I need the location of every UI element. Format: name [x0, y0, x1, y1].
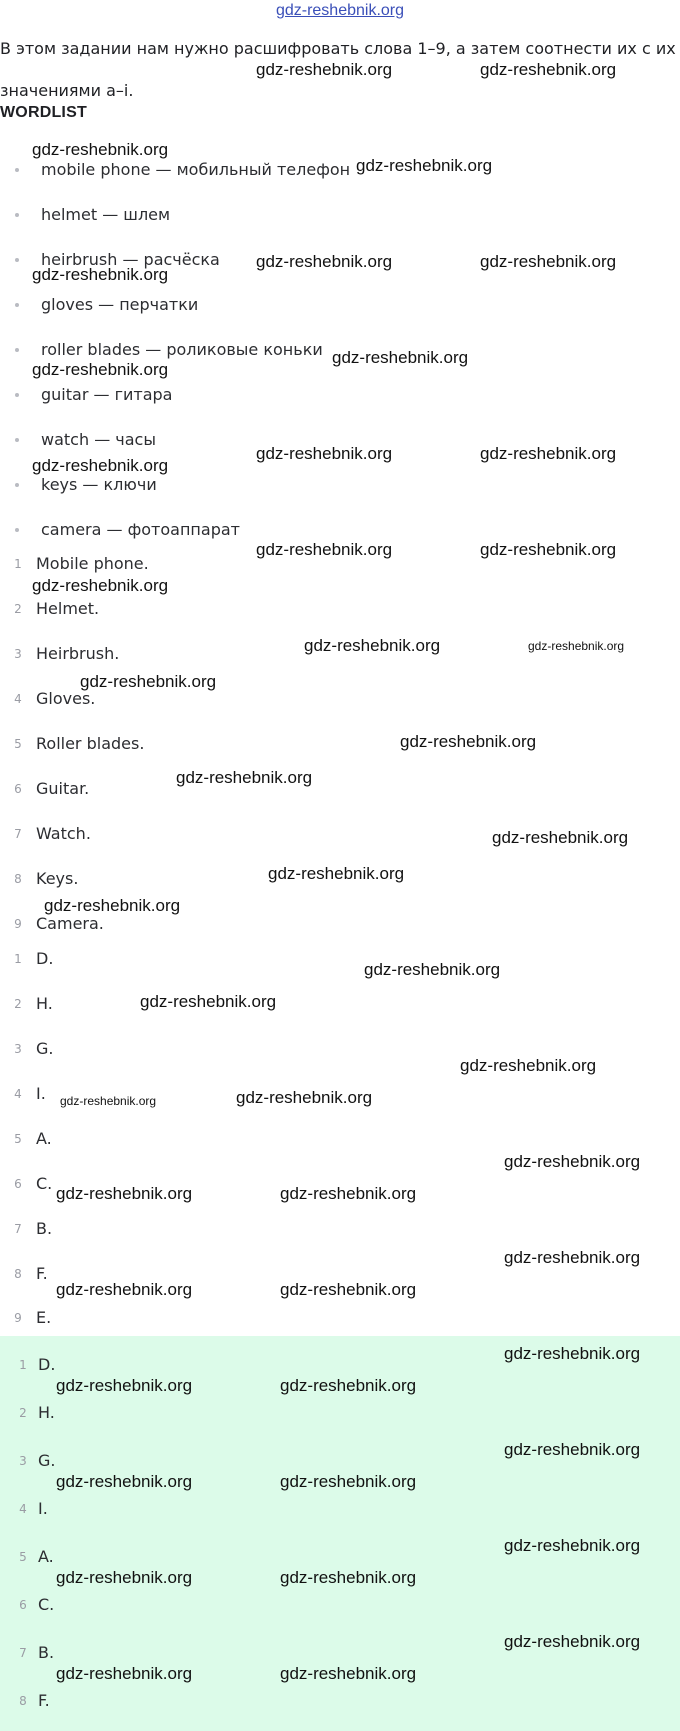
watermark: gdz-reshebnik.org: [504, 1152, 641, 1171]
list-item: gloves — перчатки: [0, 293, 680, 317]
watermark: gdz-reshebnik.org: [480, 540, 617, 559]
list-item: 3 G.: [14, 1039, 54, 1058]
list-item: 8 Keys.: [14, 869, 79, 888]
watermark: gdz-reshebnik.org: [492, 828, 629, 847]
watermark: gdz-reshebnik.org: [32, 140, 169, 159]
watermark: gdz-reshebnik.org: [56, 1664, 193, 1683]
list-item: 7 B.: [14, 1219, 53, 1238]
watermark: gdz-reshebnik.org: [60, 1094, 157, 1108]
bullet-icon: [15, 483, 19, 487]
watermark: gdz-reshebnik.org: [32, 360, 169, 379]
bullet-icon: [15, 348, 19, 352]
watermark: gdz-reshebnik.org: [280, 1280, 417, 1299]
list-item: 9 Camera.: [14, 914, 104, 933]
watermark: gdz-reshebnik.org: [56, 1184, 193, 1203]
site-link[interactable]: gdz-reshebnik.org: [275, 2, 405, 19]
watermark: gdz-reshebnik.org: [280, 1184, 417, 1203]
bullet-icon: [15, 393, 19, 397]
watermark: gdz-reshebnik.org: [256, 252, 393, 271]
list-item: 4 Gloves.: [14, 689, 96, 708]
list-item: 2 H.: [19, 1403, 55, 1422]
watermark: gdz-reshebnik.org: [256, 444, 393, 463]
watermark: gdz-reshebnik.org: [256, 540, 393, 559]
list-item: roller blades — роликовые коньки: [0, 338, 680, 362]
list-item: 4 I.: [14, 1084, 46, 1103]
list-item: guitar — гитара: [0, 383, 680, 407]
watermark: gdz-reshebnik.org: [504, 1248, 641, 1267]
list-item: 2 Helmet.: [14, 599, 100, 618]
watermark: gdz-reshebnik.org: [528, 639, 625, 653]
watermark: gdz-reshebnik.org: [44, 896, 181, 915]
list-item: 5 A.: [19, 1547, 54, 1566]
list-item: 7 Watch.: [14, 824, 91, 843]
wordlist-heading: WORDLIST: [0, 104, 87, 121]
watermark: gdz-reshebnik.org: [280, 1568, 417, 1587]
bullet-icon: [15, 438, 19, 442]
list-item: 4 I.: [19, 1499, 48, 1518]
bullet-icon: [15, 528, 19, 532]
watermark: gdz-reshebnik.org: [504, 1344, 641, 1363]
list-item: 8 F.: [14, 1264, 48, 1283]
watermark: gdz-reshebnik.org: [356, 156, 493, 175]
list-item: 7 B.: [19, 1643, 55, 1662]
bullet-icon: [15, 168, 19, 172]
watermark: gdz-reshebnik.org: [56, 1568, 193, 1587]
watermark: gdz-reshebnik.org: [504, 1536, 641, 1555]
list-item: 1 D.: [14, 949, 54, 968]
watermark: gdz-reshebnik.org: [304, 636, 441, 655]
watermark: gdz-reshebnik.org: [140, 992, 277, 1011]
watermark: gdz-reshebnik.org: [56, 1376, 193, 1395]
list-item: 1 D.: [19, 1355, 56, 1374]
watermark: gdz-reshebnik.org: [504, 1632, 641, 1651]
list-item: 6 C.: [19, 1595, 55, 1614]
watermark: gdz-reshebnik.org: [480, 444, 617, 463]
watermark: gdz-reshebnik.org: [332, 348, 469, 367]
list-item: 6 Guitar.: [14, 779, 90, 798]
watermark: gdz-reshebnik.org: [176, 768, 313, 787]
bullet-icon: [15, 303, 19, 307]
list-item: 8 F.: [19, 1691, 50, 1710]
watermark: gdz-reshebnik.org: [56, 1472, 193, 1491]
watermark: gdz-reshebnik.org: [364, 960, 501, 979]
list-item: watch — часы: [0, 428, 680, 452]
watermark: gdz-reshebnik.org: [460, 1056, 597, 1075]
watermark: gdz-reshebnik.org: [236, 1088, 373, 1107]
list-item: helmet — шлем: [0, 203, 680, 227]
watermark: gdz-reshebnik.org: [280, 1376, 417, 1395]
list-item: 5 Roller blades.: [14, 734, 145, 753]
watermark: gdz-reshebnik.org: [480, 252, 617, 271]
list-item: 3 Heirbrush.: [14, 644, 120, 663]
bullet-icon: [15, 258, 19, 262]
list-item: 9 E.: [14, 1308, 52, 1327]
list-item: camera — фотоаппарат: [0, 518, 680, 542]
task-intro: В этом задании нам нужно расшифровать слова 1–9, а затем соотнести их с их значениями a–i.: [0, 39, 676, 100]
watermark: gdz-reshebnik.org: [280, 1472, 417, 1491]
list-item: keys — ключи: [0, 473, 680, 497]
watermark: gdz-reshebnik.org: [280, 1664, 417, 1683]
bullet-icon: [15, 213, 19, 217]
watermark: gdz-reshebnik.org: [480, 60, 617, 79]
list-item: 3 G.: [19, 1451, 56, 1470]
list-item: heirbrush — расчёска: [0, 248, 680, 272]
watermark: gdz-reshebnik.org: [256, 60, 393, 79]
watermark: gdz-reshebnik.org: [268, 864, 405, 883]
list-item: 5 A.: [14, 1129, 52, 1148]
watermark: gdz-reshebnik.org: [400, 732, 537, 751]
watermark: gdz-reshebnik.org: [32, 576, 169, 595]
watermark: gdz-reshebnik.org: [32, 456, 169, 475]
list-item: 1 Mobile phone.: [14, 554, 149, 573]
watermark: gdz-reshebnik.org: [504, 1440, 641, 1459]
list-item: mobile phone — мобильный телефон: [0, 158, 680, 182]
watermark: gdz-reshebnik.org: [80, 672, 217, 691]
list-item: 2 H.: [14, 994, 53, 1013]
list-item: 6 C.: [14, 1174, 53, 1193]
watermark: gdz-reshebnik.org: [32, 265, 169, 284]
watermark: gdz-reshebnik.org: [56, 1280, 193, 1299]
